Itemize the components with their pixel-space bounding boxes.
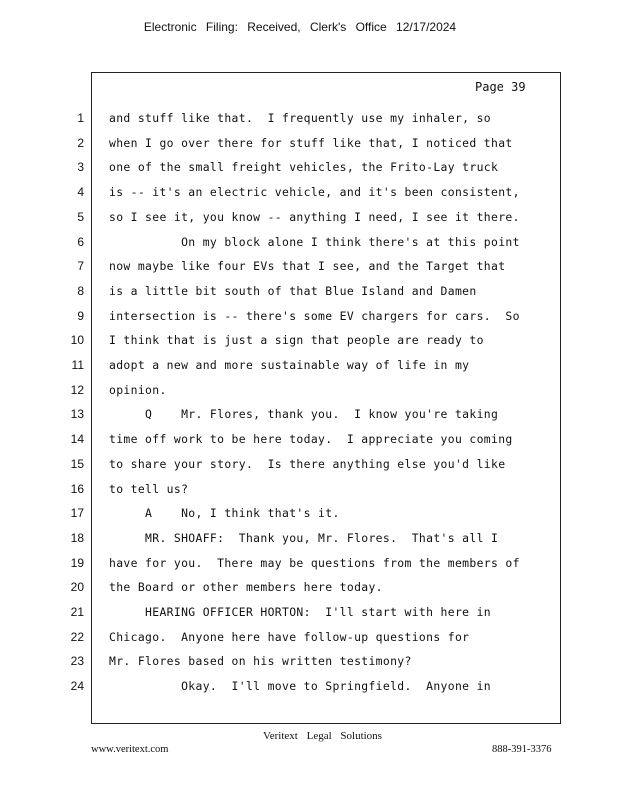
line-number: 7 — [77, 259, 84, 274]
transcript-line: On my block alone I think there's at this point — [109, 234, 520, 249]
line-number: 3 — [77, 160, 84, 175]
line-number: 23 — [70, 654, 84, 669]
line-number: 1 — [77, 111, 84, 125]
footer-phone: 888-391-3376 — [492, 744, 552, 755]
transcript-line: HEARING OFFICER HORTON: I'll start with here in — [109, 605, 492, 619]
transcript-line: MR. SHOAFF: Thank you, Mr. Flores. That's all I — [109, 530, 499, 545]
line-number: 17 — [70, 506, 84, 521]
line-number: 18 — [70, 530, 84, 545]
line-number: 2 — [77, 135, 84, 150]
line-number: 20 — [70, 580, 84, 595]
line-number: 15 — [70, 456, 84, 471]
filing-stamp: Electronic Filing: Received, Clerk's Office 12/17/2024 — [143, 20, 457, 34]
transcript-line: time off work to be here today. I appreciate you coming — [109, 432, 513, 447]
line-number: 16 — [70, 481, 84, 496]
line-number: 6 — [77, 234, 84, 249]
transcript-line: have for you. There may be questions from the members of — [109, 555, 520, 570]
transcript-line: to tell us? — [109, 481, 189, 496]
transcript-line: Chicago. Anyone here have follow-up questions for — [109, 629, 470, 644]
transcript-line: the Board or other members here today. — [109, 580, 383, 595]
transcript-line: Okay. I'll move to Springfield. Anyone in — [109, 679, 492, 694]
transcript-line: to share your story. Is there anything else you'd like — [109, 456, 506, 471]
line-number: 5 — [77, 209, 84, 224]
transcript-line: so I see it, you know -- anything I need, I see it there. — [109, 209, 520, 224]
line-number: 8 — [77, 283, 84, 298]
line-number: 12 — [70, 382, 84, 397]
line-number: 4 — [77, 185, 84, 200]
transcript-line: A No, I think that's it. — [109, 506, 340, 521]
transcript-line: opinion. — [109, 382, 167, 397]
transcript-line: is -- it's an electric vehicle, and it's been consistent, — [109, 185, 520, 200]
line-number: 11 — [71, 358, 84, 372]
line-number: 13 — [70, 407, 84, 422]
transcript-line: I think that is just a sign that people are ready to — [109, 333, 484, 348]
line-number: 22 — [70, 629, 84, 644]
line-number: 14 — [70, 432, 84, 447]
footer-company: Veritext Legal Solutions — [263, 730, 382, 742]
transcript-line: Q Mr. Flores, thank you. I know you're taking — [109, 407, 499, 422]
line-number: 21 — [70, 605, 84, 619]
line-number: 10 — [70, 333, 84, 348]
transcript-line: intersection is -- there's some EV chargers for cars. So — [109, 308, 520, 323]
transcript-line: is a little bit south of that Blue Island and Damen — [109, 283, 477, 298]
line-number: 19 — [70, 555, 84, 570]
transcript-line: adopt a new and more sustainable way of life in my — [109, 358, 470, 372]
line-number: 24 — [70, 679, 84, 694]
transcript-line: Mr. Flores based on his written testimony? — [109, 654, 412, 669]
page-number: Page 39 — [475, 80, 526, 94]
line-number: 9 — [77, 308, 84, 323]
transcript-line: and stuff like that. I frequently use my inhaler, so — [109, 111, 492, 125]
transcript-line: when I go over there for stuff like that, I noticed that — [109, 135, 513, 150]
footer-website: www.veritext.com — [91, 744, 169, 755]
transcript-line: one of the small freight vehicles, the Frito-Lay truck — [109, 160, 499, 175]
transcript-line: now maybe like four EVs that I see, and the Target that — [109, 259, 506, 274]
